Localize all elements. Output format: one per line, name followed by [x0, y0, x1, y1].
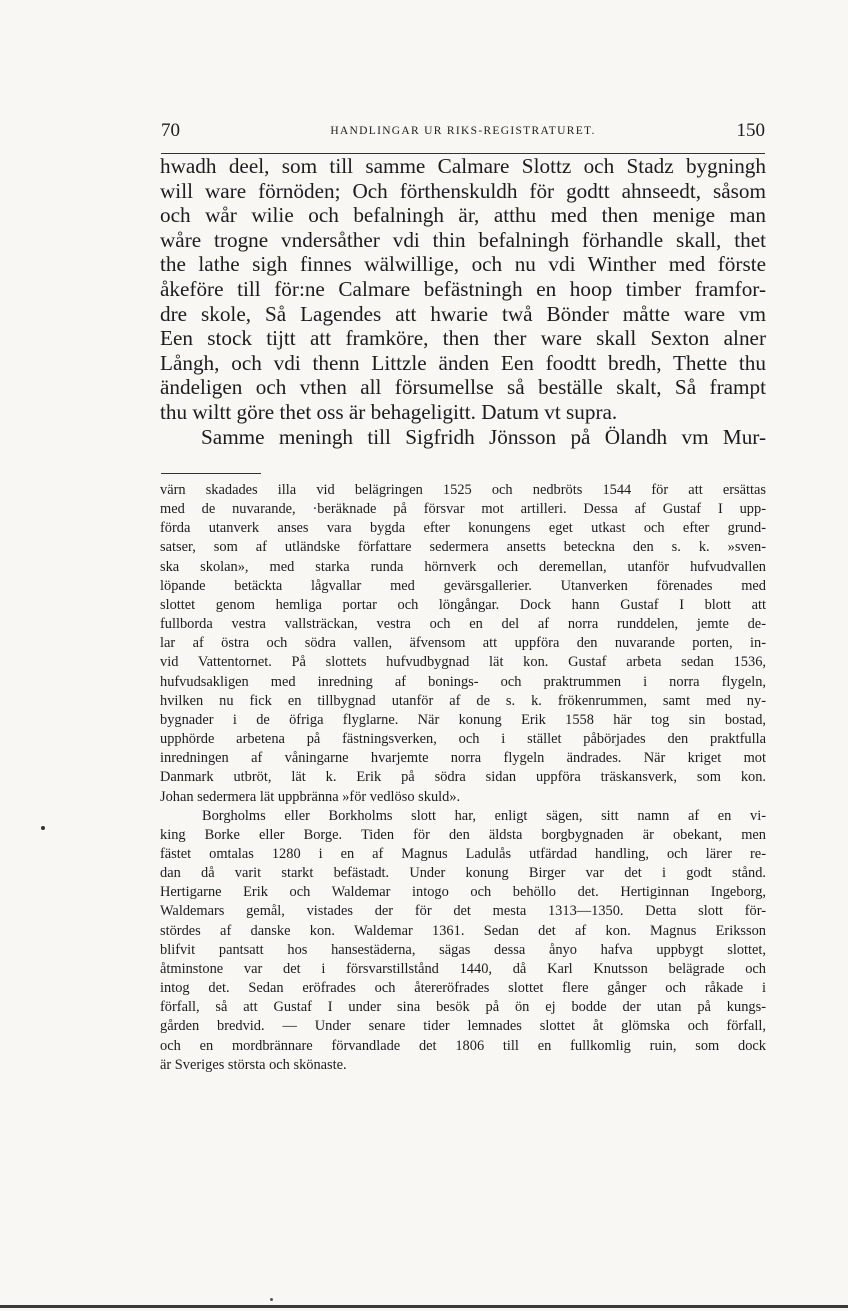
- footnote-line: fästet omtalas 1280 i en af Magnus Ladulås utfärdad handling, och lärer re-: [160, 845, 766, 862]
- main-line: the lathe sigh finnes wälwillige, och nu vdi Winther med förste: [160, 252, 766, 277]
- footnote-line: intog det. Sedan eröfrades och återeröfrades slottet flere gånger och råkade i: [160, 980, 766, 997]
- footnote-line: lar af östra och södra vallen, äfvensom att uppföra den nuvarande porten, in-: [160, 635, 766, 652]
- bottom-speck: [270, 1298, 273, 1301]
- footnote-line: åtminstone var det i försvarstillstånd 1440, då Karl Knutsson belägrade och: [160, 960, 766, 977]
- footnote-line: fullborda vestra vallsträckan, vestra och en del af norra runddelen, jemte de-: [160, 616, 766, 633]
- footnote-line: Waldemars gemål, vistades der för det mesta 1313—1350. Detta slott för-: [160, 903, 766, 920]
- footnote-line: förda utanverk anses vara bygda efter konungens eget utkast och efter grund-: [160, 520, 766, 537]
- main-line: Een stock tijtt att framköre, then ther ware skall Sexton alner: [160, 326, 766, 351]
- footnote-line: förfall, så att Gustaf I under sina besök på ön ej bodde der utan på kungs-: [160, 999, 766, 1016]
- footnote-line: Hertigarne Erik och Waldemar intogo och behöllo det. Hertiginnan Ingeborg,: [160, 884, 766, 901]
- footnote-line: king Borke eller Borge. Tiden för den äldsta borgbygnaden är obekant, men: [160, 826, 766, 843]
- main-line: will ware förnöden; Och förthenskuldh för godtt ahnseedt, såsom: [160, 178, 766, 203]
- footnote-line: med de nuvarande, ·beräknade på försvar mot artilleri. Dessa af Gustaf I upp-: [160, 501, 766, 518]
- footnote-line: Danmark utbröt, lät k. Erik på södra sidan uppföra träskansverk, som kon.: [160, 769, 766, 786]
- footnote-line: gården bredvid. — Under senare tider lemnades slottet åt glömska och förfall,: [160, 1018, 766, 1035]
- page-header: [161, 118, 765, 144]
- footnote-line: blifvit pantsatt hos hansestäderna, sägas dessa ånyo hafva uppbygt slottet,: [160, 941, 766, 958]
- footnote-line: värn skadades illa vid belägringen 1525 och nedbröts 1544 för att ersättas: [160, 482, 766, 498]
- footnote-line: hvilken nu fick en tillbygnad utanför af de s. k. frökenrummen, samt med ny-: [160, 692, 766, 709]
- footnote-line: upphörde arbetena på fästningsverken, och i stället påbörjades den praktfulla: [160, 731, 766, 748]
- footnote-line: hufvudsakligen med inredning af bonings- och praktrummen i norra flygeln,: [160, 673, 766, 690]
- footnote-line: satser, som af utländske författare sedermera ansetts beteckna den s. k. »sven-: [160, 539, 766, 556]
- footnote-line: dan då varit starkt befästadt. Under konung Birger var det i godt stånd.: [160, 865, 766, 882]
- main-text: [160, 154, 766, 449]
- main-line: Samme meningh till Sigfridh Jönsson på Ölandh vm Mur-: [201, 424, 766, 449]
- main-line: wåre trogne vndersåther vdi thin befalningh förhandle skall, thet: [160, 227, 766, 252]
- footnote-line: stördes af danske kon. Waldemar 1361. Sedan det af kon. Magnus Eriksson: [160, 922, 766, 939]
- main-line: hwadh deel, som till samme Calmare Slottz och Stadz bygningh: [160, 154, 766, 178]
- footnote-line: vid Vattentornet. På slottets hufvudbygnad lät kon. Gustaf arbeta sedan 1536,: [160, 654, 766, 671]
- page-number-right: 150: [736, 120, 765, 141]
- page-bottom-edge: [0, 1305, 848, 1308]
- footnote-line: löpande betäckta lågvallar med gevärsgallerier. Utanverken förenades med: [160, 577, 766, 594]
- main-line: dre skole, Så Lagendes att hwarie twå Bönder måtte ware vm: [160, 301, 766, 326]
- footnote-line: är Sveriges största och skönaste.: [160, 1056, 347, 1073]
- main-line: och wår wilie och befalningh är, atthu med then menige man: [160, 203, 766, 228]
- main-line: thu wiltt göre thet oss är behageligitt. Datum vt supra.: [160, 399, 618, 424]
- footnote-line: slottet genom hemliga portar och löngångar. Dock hann Gustaf I blott att: [160, 596, 766, 613]
- running-title: HANDLINGAR UR RIKS-REGISTRATURET.: [330, 125, 596, 137]
- footnote-line: Johan sedermera lät uppbränna »för vedlöso skuld».: [160, 788, 461, 805]
- footnote-line: och en mordbrännare förvandlade det 1806 till en fullkomlig ruin, som dock: [160, 1037, 766, 1054]
- footnote-rule: [161, 473, 261, 474]
- main-line: ändeligen och vthen all försumellse så beställe skalt, Så frampt: [160, 375, 766, 400]
- main-line: åkeföre till för:ne Calmare befästningh en hoop timber framfor-: [160, 276, 766, 301]
- footnote-line: inredningen af våningarne hvarjemte norra flygeln ändrades. När kriget mot: [160, 750, 766, 767]
- page-number-left: 70: [161, 120, 180, 141]
- footnote-line: Borgholms eller Borkholms slott har, enligt sägen, sitt namn af en vi-: [202, 807, 766, 824]
- footnote: [160, 481, 766, 1075]
- footnote-line: ska skolan», med starka runda hörnverk och deremellan, utanför hufvudvallen: [160, 558, 766, 575]
- margin-speck: [41, 826, 45, 830]
- main-line: Långh, och vdi thenn Littzle änden Een foodtt bredh, Thette thu: [160, 350, 766, 375]
- footnote-line: bygnader i de öfriga flyglarne. När konung Erik 1558 här tog sin bostad,: [160, 711, 766, 728]
